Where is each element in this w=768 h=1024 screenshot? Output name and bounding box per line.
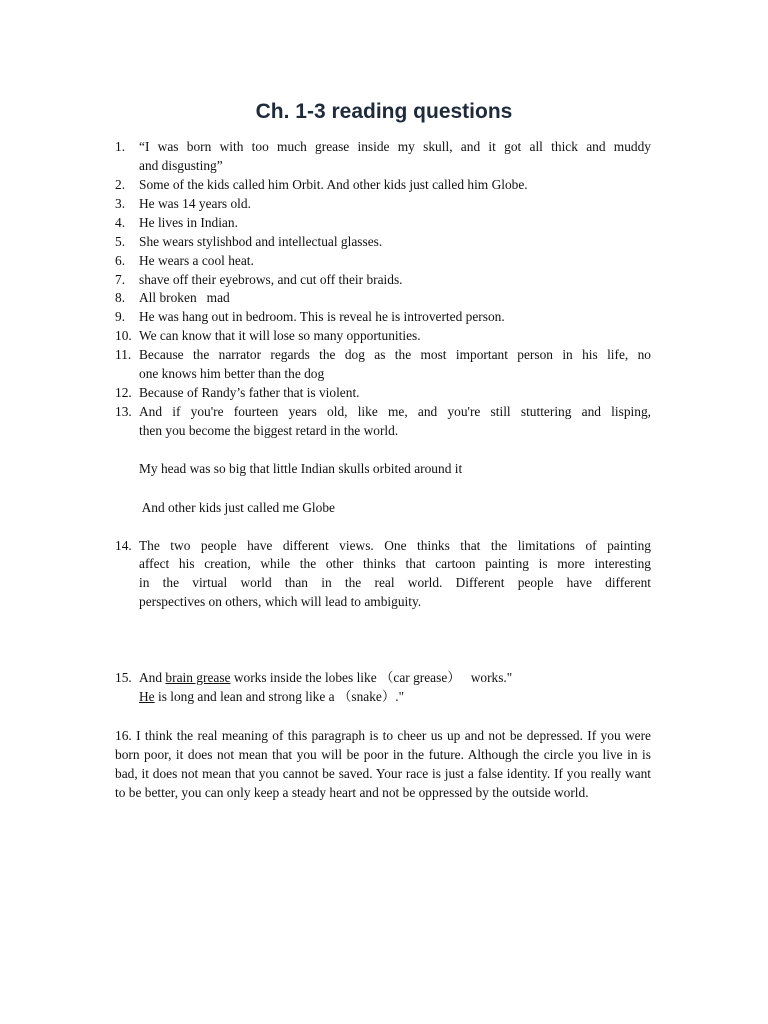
item-16-paragraph: 16. I think the real meaning of this paragraph is to cheer us up and not be depressed. If you were born poor, it does not mean that you will be poor in the future. Although the circle you live in is bad, it does not mean that you cannot be saved. Your race is just a false identity. If you really want to be better, you can only keep a steady heart and not be oppressed by the outside world. [115,728,651,800]
item-line: in the virtual world than in the real world. Different people have different [139,575,651,590]
item-line: And if you're fourteen years old, like me, and you're still stuttering and lisping, [139,404,651,419]
text-segment: is long and lean and strong like a （snake）." [154,689,405,704]
item-line: He wears a cool heat. [139,253,254,268]
item-line: Because of Randy’s father that is violent. [139,385,360,400]
underlined-text: brain grease [165,670,231,685]
item-line: He was hang out in bedroom. This is reveal he is introverted person. [139,309,505,324]
item-line: She wears stylishbod and intellectual glasses. [139,234,383,249]
item-line: and disgusting” [139,158,223,173]
underlined-text: He [139,689,155,704]
text-segment: And [139,670,166,685]
item-line: shave off their eyebrows, and cut off their braids. [139,272,403,287]
item-line: He lives in Indian. [139,215,238,230]
item-number: 14. [115,538,132,553]
item-number: 7. [115,272,126,287]
item-line [139,688,404,707]
item-line: We can know that it will lose so many opportunities. [139,328,421,343]
page-title: Ch. 1-3 reading questions [255,100,513,123]
item-number: 6. [115,253,126,268]
item-number: 15. [115,670,132,685]
item-line: Some of the kids called him Orbit. And other kids just called him Globe. [139,177,528,192]
item-number: 9. [115,309,126,324]
item-line: He was 14 years old. [139,196,251,211]
item-line: perspectives on others, which will lead to ambiguity. [139,594,422,609]
item-number: 5. [115,234,126,249]
item-number: 8. [115,290,126,305]
item-number: 13. [115,404,132,419]
item-number: 3. [115,196,126,211]
item-number: 11. [115,347,132,362]
item-quote: My head was so big that little Indian skulls orbited around it [139,461,463,476]
item-line: All broken mad [139,290,230,305]
item-line: then you become the biggest retard in the world. [139,423,399,438]
item-line: Because the narrator regards the dog as the most important person in his life, no [139,347,651,362]
item-line [139,669,512,688]
item-line: one knows him better than the dog [139,366,325,381]
text-segment: works inside the lobes like （car grease） works." [230,670,513,685]
item-line: affect his creation, while the other thinks that cartoon painting is more interesting [139,556,651,571]
item-number: 10. [115,328,132,343]
item-number: 4. [115,215,126,230]
item-quote: And other kids just called me Globe [139,500,335,515]
item-line: “I was born with too much grease inside my skull, and it got all thick and muddy [139,139,651,154]
item-number: 2. [115,177,126,192]
item-number: 12. [115,385,132,400]
item-line: The two people have different views. One thinks that the limitations of painting [139,538,651,553]
item-number: 1. [115,139,126,154]
